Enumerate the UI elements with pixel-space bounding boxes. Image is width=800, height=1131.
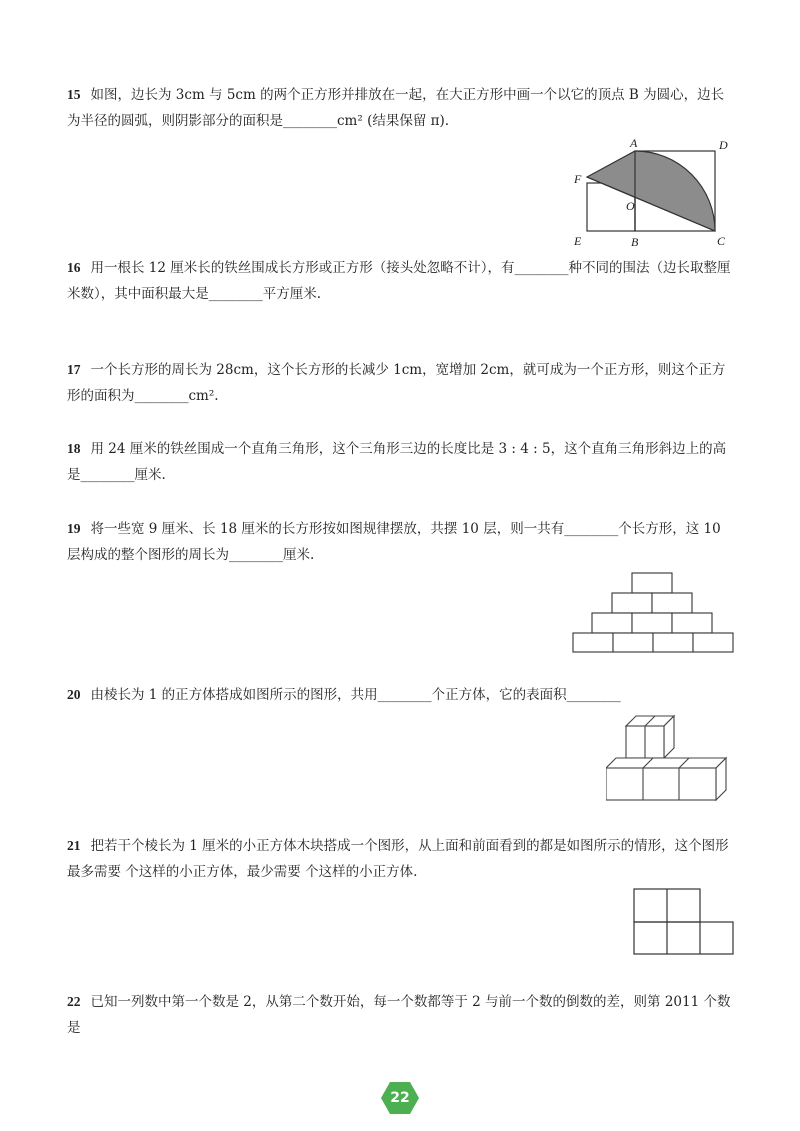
question-text: 由棱长为 1 的正方体搭成如图所示的图形，共用________个正方体，它的表面积________ [90, 687, 621, 703]
question-number: 20 [67, 687, 81, 702]
label-d: D [719, 138, 728, 152]
label-o: O [626, 199, 635, 213]
question-text: 用一根长 12 厘米长的铁丝围成长方形或正方形（接头处忽略不计），有________种不同的围法（边长取整厘米数），其中面积最大是________平方厘米. [67, 260, 731, 302]
figure-19-brick-stack [572, 572, 734, 654]
question-text: 如图，边长为 3cm 与 5cm 的两个正方形并排放在一起，在大正方形中画一个以它的顶点 B 为圆心，边长为半径的圆弧，则阴影部分的面积是________cm² (结果保留 π). [67, 87, 725, 129]
question-text: 把若干个棱长为 1 厘米的小正方体木块搭成一个图形，从上面和前面看到的都是如图所示的情形，这个图形最多需要 个这样的小正方体，最少需要 个这样的小正方体. [67, 838, 729, 880]
page-number: 22 [390, 1090, 410, 1106]
question-17 [67, 357, 735, 409]
label-b: B [631, 235, 639, 249]
shaded-region [587, 151, 715, 231]
question-number: 18 [67, 441, 81, 456]
question-text: 将一些宽 9 厘米、长 18 厘米的长方形按如图规律摆放，共摆 10 层，则一共有________个长方形，这 10 层构成的整个图形的周长为________厘米. [67, 521, 721, 563]
question-22 [67, 989, 735, 1041]
question-number: 17 [67, 362, 81, 377]
question-text: 已知一列数中第一个数是 2，从第二个数开始，每一个数都等于 2 与前一个数的倒数的差，则第 2011 个数是 [67, 994, 731, 1036]
figure-15-geometry [560, 134, 740, 252]
label-a: A [630, 136, 638, 150]
question-text: 一个长方形的周长为 28cm，这个长方形的长减少 1cm，宽增加 2cm，就可成为一个正方形，则这个正方形的面积为________cm². [67, 362, 726, 404]
question-text: 用 24 厘米的铁丝围成一个直角三角形，这个三角形三边的长度比是 3 : 4 : 5，这个直角三角形斜边上的高是________厘米. [67, 441, 727, 483]
label-f: F [574, 172, 582, 186]
question-number: 21 [67, 838, 81, 853]
question-20 [67, 682, 735, 708]
figure-21-grid-view [633, 888, 735, 956]
question-16 [67, 255, 735, 307]
question-15 [67, 82, 735, 134]
figure-20-cube-stack [606, 714, 736, 804]
question-number: 22 [67, 994, 81, 1009]
label-e: E [574, 234, 582, 248]
page-number-badge [380, 1081, 420, 1115]
question-number: 15 [67, 87, 81, 102]
question-number: 16 [67, 260, 81, 275]
question-18 [67, 436, 735, 488]
question-21 [67, 833, 735, 885]
question-number: 19 [67, 521, 81, 536]
question-19 [67, 516, 735, 568]
label-c: C [717, 234, 726, 248]
